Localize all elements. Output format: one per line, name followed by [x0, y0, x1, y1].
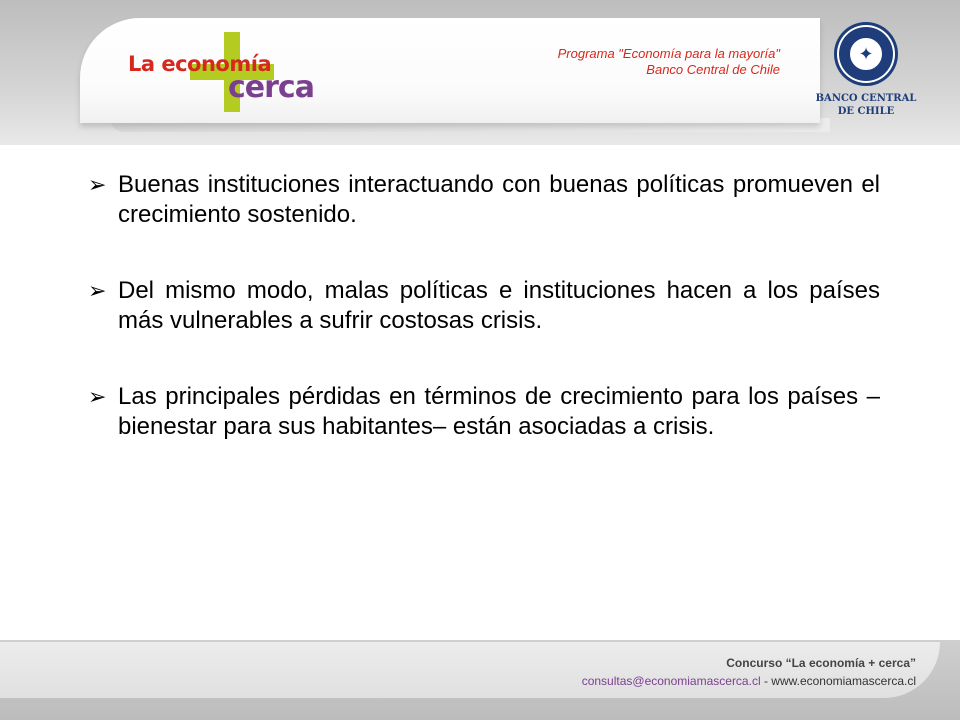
bullet-item [88, 382, 880, 442]
program-line2: Banco Central de Chile [646, 62, 780, 77]
footer-info [582, 654, 916, 690]
bullet-text: Del mismo modo, malas políticas e instituciones hacen a los países más vulnerables a sufrir costosas crisis. [118, 277, 880, 334]
bullet-text: Buenas instituciones interactuando con buenas políticas promueven el crecimiento sostenido. [118, 171, 880, 228]
contact-email-link[interactable]: consultas@economiamascerca.cl [581, 674, 761, 688]
bank-name-line2: DE CHILE [837, 106, 895, 117]
contact-separator: - [760, 674, 772, 688]
bank-seal-icon [834, 22, 898, 86]
bullet-item [88, 170, 880, 230]
arrow-bullet-icon: ➢ [88, 172, 107, 197]
arrow-bullet-icon: ➢ [88, 384, 107, 409]
logo-text-line1: La economía [128, 52, 272, 76]
contact-line [582, 672, 916, 690]
program-line1: Programa "Economía para la mayoría" [557, 46, 780, 61]
la-economia-cerca-logo [128, 32, 318, 112]
arrow-bullet-icon: ➢ [88, 278, 107, 303]
contest-name: Concurso “La economía + cerca” [726, 656, 916, 670]
website-link[interactable]: www.economiamascerca.cl [771, 674, 916, 688]
bank-seal-inner [848, 36, 884, 72]
bank-name [806, 92, 926, 118]
logo-text-line2: cerca [228, 70, 314, 105]
bullet-text: Las principales pérdidas en términos de crecimiento para los países –bienestar para sus habitantes– están asociadas a crisis. [118, 383, 880, 440]
bank-name-line1: BANCO CENTRAL [815, 93, 917, 104]
seal-star-icon: ✦ [858, 44, 874, 64]
bullet-list [88, 170, 880, 488]
bullet-item [88, 276, 880, 336]
program-title [558, 46, 780, 78]
